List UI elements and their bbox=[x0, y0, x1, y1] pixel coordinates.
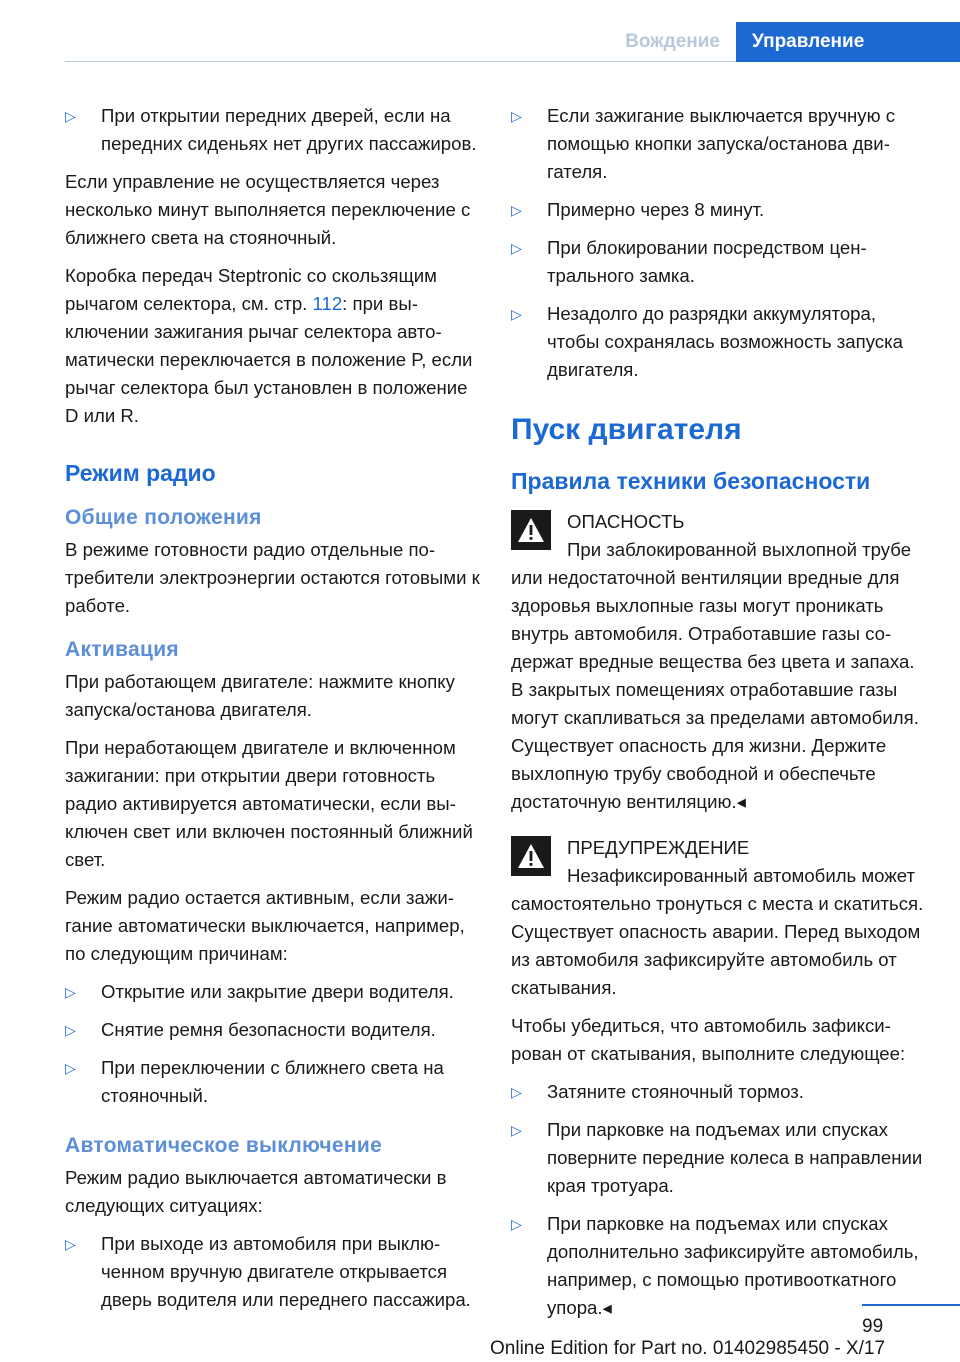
list-item bbox=[511, 196, 931, 224]
triangle-bullet-icon: ▷ bbox=[65, 984, 76, 1000]
list-item bbox=[511, 300, 931, 384]
danger-text-body: При заблокированной выхлопной трубе или недостаточной вентиляции вредные для здоровья выхлопные газы могут проникать внутрь автомобиля. Отработавшие газы содержат вредные вещества без цвета и запаха. В закрытых помещениях отработавшие газы могут скапливаться за пределами автомобиля. Существует опасность для жизни. Держите выхлопную трубу свободной и обеспечьте достаточную вентиляцию.◂ bbox=[511, 539, 919, 812]
triangle-bullet-icon: ▷ bbox=[511, 1122, 522, 1138]
list-item bbox=[65, 1230, 485, 1314]
paragraph: Если управление не осуществляется через несколько минут выполняется переключение с ближнего света на стояночный. bbox=[65, 171, 471, 248]
list-item-text: Если зажигание выключается вручную с помощью кнопки запуска/останова двигателя. bbox=[547, 105, 895, 182]
list-item-text: Незадолго до разрядки аккумулятора, чтобы сохранялась возможность запуска двигателя. bbox=[547, 303, 903, 380]
list-item bbox=[65, 1016, 485, 1044]
list-item-text: Затяните стояночный тормоз. bbox=[547, 1081, 804, 1102]
heading-radio-mode: Режим радио bbox=[65, 460, 216, 486]
list-item-text: Открытие или закрытие двери водителя. bbox=[101, 981, 454, 1002]
heading-engine-start: Пуск двигателя bbox=[511, 413, 742, 446]
list-item-text: Снятие ремня безопасности водителя. bbox=[101, 1019, 436, 1040]
right-column bbox=[511, 102, 931, 1332]
paragraph: При неработающем двигателе и включенном зажигании: при открытии двери готовность радио активируется автоматически, если выключен свет или включен постоянный ближний свет. bbox=[65, 737, 473, 870]
left-column bbox=[65, 102, 485, 1324]
heading-activation: Активация bbox=[65, 638, 179, 661]
section-title: Вождение bbox=[625, 31, 720, 52]
list-item-text: При выходе из автомобиля при выключенном вручную двигателе открывается дверь водителя или переднего пассажира. bbox=[101, 1233, 471, 1310]
triangle-bullet-icon: ▷ bbox=[511, 306, 522, 322]
list-item bbox=[511, 102, 931, 186]
list-item bbox=[65, 1054, 485, 1110]
list-item-text: При блокировании посредством центрального замка. bbox=[547, 237, 867, 286]
triangle-bullet-icon: ▷ bbox=[511, 240, 522, 256]
warning-triangle-icon bbox=[511, 510, 551, 550]
list-item-text: При открытии передних дверей, если на передних сиденьях нет других пассажиров. bbox=[101, 105, 477, 154]
paragraph: При работающем двигателе: нажмите кнопку запуска/останова двигателя. bbox=[65, 671, 455, 720]
heading-auto-off: Автоматическое выключение bbox=[65, 1134, 383, 1157]
danger-title: ОПАСНОСТЬ bbox=[567, 511, 685, 532]
list-item-text: При переключении с ближнего света на стояночный. bbox=[101, 1057, 444, 1106]
list-item-text: При парковке на подъемах или спусках дополнительно зафиксируйте автомобиль, например, с помощью противооткатного упора.◂ bbox=[547, 1213, 919, 1318]
warning-triangle-icon bbox=[511, 836, 551, 876]
header-divider bbox=[65, 61, 736, 62]
triangle-bullet-icon: ▷ bbox=[511, 202, 522, 218]
paragraph: Режим радио выключается автоматически в следующих ситуациях: bbox=[65, 1167, 447, 1216]
warning-notice bbox=[511, 834, 931, 862]
paragraph: Чтобы убедиться, что автомобиль зафиксирован от скатывания, выполните следующее: bbox=[511, 1015, 906, 1064]
triangle-bullet-icon: ▷ bbox=[511, 1084, 522, 1100]
paragraph: Режим радио остается активным, если зажигание автоматически выключается, например, по следующим причинам: bbox=[65, 887, 465, 964]
danger-notice bbox=[511, 508, 931, 536]
paragraph-text: Коробка передач Steptronic со скользящим рычагом селектора, см. стр. bbox=[65, 265, 437, 314]
page-reference-link[interactable]: 112 bbox=[312, 293, 343, 314]
list-item-text: Примерно через 8 минут. bbox=[547, 199, 765, 220]
danger-text bbox=[511, 536, 931, 816]
triangle-bullet-icon: ▷ bbox=[65, 1022, 76, 1038]
heading-general: Общие положения bbox=[65, 506, 262, 529]
paragraph: В режиме готовности радио отдельные потребители электроэнергии остаются готовыми к работе. bbox=[65, 539, 480, 616]
list-item-text: При парковке на подъемах или спусках поверните передние колеса в направлении края тротуара. bbox=[547, 1119, 923, 1196]
triangle-bullet-icon: ▷ bbox=[65, 1236, 76, 1252]
warning-title: ПРЕДУПРЕЖДЕНИЕ bbox=[567, 837, 750, 858]
triangle-bullet-icon: ▷ bbox=[65, 108, 76, 124]
triangle-bullet-icon: ▷ bbox=[511, 108, 522, 124]
warning-text bbox=[511, 862, 931, 1002]
list-item bbox=[511, 1078, 931, 1106]
page-header bbox=[625, 22, 960, 62]
footer-divider bbox=[862, 1304, 960, 1306]
chapter-title: Управление bbox=[736, 22, 960, 62]
warning-text-body: Незафиксированный автомобиль может самостоятельно тронуться с места и скатиться. Существует опасность аварии. Перед выходом из автомобиля зафиксируйте автомобиль от скатывания. bbox=[511, 865, 924, 998]
page-number: 99 bbox=[862, 1316, 884, 1337]
heading-safety-rules: Правила техники безопасности bbox=[511, 468, 871, 494]
triangle-bullet-icon: ▷ bbox=[511, 1216, 522, 1232]
triangle-bullet-icon: ▷ bbox=[65, 1060, 76, 1076]
edition-footer: Online Edition for Part no. 01402985450 - X/17 bbox=[490, 1338, 886, 1359]
list-item bbox=[511, 234, 931, 290]
list-item bbox=[511, 1116, 931, 1200]
paragraph-steptronic bbox=[65, 262, 485, 430]
paragraph-text: : при выключении зажигания рычаг селектора автоматически переключается в положение P, если рычаг селектора был установлен в положение D или R. bbox=[65, 293, 473, 426]
list-item bbox=[65, 978, 485, 1006]
list-item bbox=[65, 102, 485, 158]
